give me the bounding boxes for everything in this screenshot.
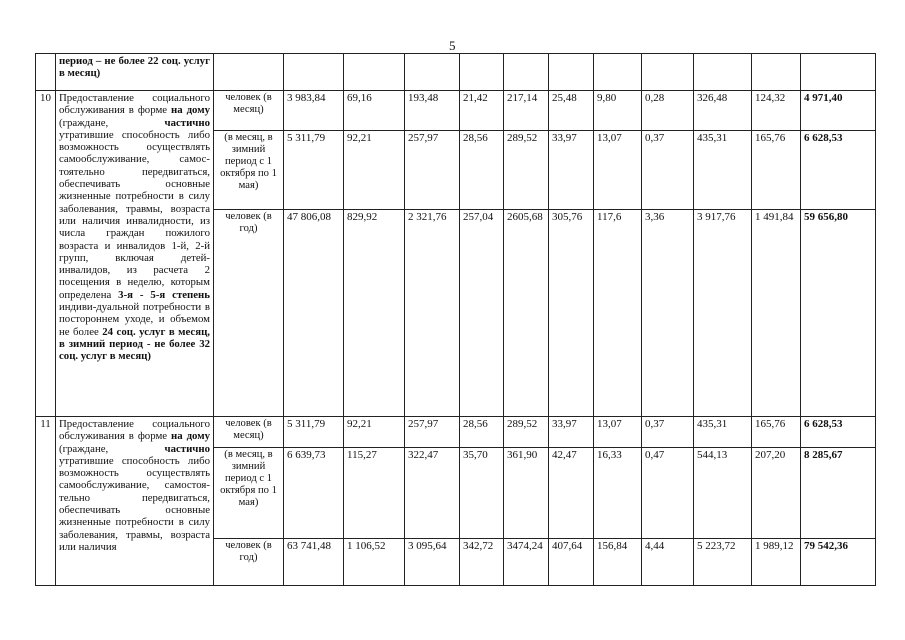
value-cell: 25,48 bbox=[549, 91, 594, 131]
index-cell bbox=[36, 54, 56, 91]
value-cell: 829,92 bbox=[344, 210, 405, 417]
value-cell: 9,80 bbox=[594, 91, 642, 131]
value-cell: 33,97 bbox=[549, 131, 594, 210]
table-row bbox=[36, 417, 876, 448]
value-cell: 0,47 bbox=[642, 448, 694, 539]
unit-cell: человек (в год) bbox=[214, 210, 284, 417]
value-cell: 6 639,73 bbox=[284, 448, 344, 539]
value-cell: 305,76 bbox=[549, 210, 594, 417]
value-cell: 117,6 bbox=[594, 210, 642, 417]
value-cell: 3,36 bbox=[642, 210, 694, 417]
value-cell: 289,52 bbox=[504, 131, 549, 210]
value-cell: 257,04 bbox=[460, 210, 504, 417]
page-number: 5 bbox=[449, 38, 456, 53]
value-cell: 28,56 bbox=[460, 131, 504, 210]
row-index: 10 bbox=[36, 91, 56, 417]
value-cell: 33,97 bbox=[549, 417, 594, 448]
total-cell: 6 628,53 bbox=[801, 131, 876, 210]
value-cell: 124,32 bbox=[752, 91, 801, 131]
value-cell: 361,90 bbox=[504, 448, 549, 539]
value-cell: 16,33 bbox=[594, 448, 642, 539]
value-cell: 193,48 bbox=[405, 91, 460, 131]
value-cell: 0,37 bbox=[642, 417, 694, 448]
value-cell: 1 491,84 bbox=[752, 210, 801, 417]
value-cell: 5 311,79 bbox=[284, 131, 344, 210]
total-cell: 4 971,40 bbox=[801, 91, 876, 131]
value-cell: 165,76 bbox=[752, 131, 801, 210]
continuation-row bbox=[36, 54, 876, 91]
value-cell: 13,07 bbox=[594, 417, 642, 448]
value-cell: 257,97 bbox=[405, 131, 460, 210]
value-cell: 5 311,79 bbox=[284, 417, 344, 448]
value-cell: 407,64 bbox=[549, 539, 594, 586]
value-cell: 156,84 bbox=[594, 539, 642, 586]
value-cell: 435,31 bbox=[694, 417, 752, 448]
table-row bbox=[36, 91, 876, 131]
tariff-table bbox=[35, 53, 876, 586]
unit-cell: человек (в месяц) bbox=[214, 417, 284, 448]
value-cell: 63 741,48 bbox=[284, 539, 344, 586]
value-cell: 3 095,64 bbox=[405, 539, 460, 586]
value-cell: 435,31 bbox=[694, 131, 752, 210]
unit-cell: (в месяц, в зимний период с 1 октября по 1 мая) bbox=[214, 131, 284, 210]
service-description: Предоставление социального обслуживания в форме на дому (граждане, частично утратившие способность либо возможность осуществлять самообслуживание, самос-тоятельно передвигаться, обеспечивать основные жизненные потребности в силу заболевания, травмы, возраста или наличия инвалидности, из числа граждан пожилого возраста и инвалидов 1-й, 2-й групп, включая детей-инвалидов, из расчета 2 посещения в неделю, которым определена 3-я - 5-я степень индиви-дуальной потребности в постороннем уходе, и объемом не более 24 соц. услуг в месяц, в зимний период - не более 32 соц. услуг в месяц) bbox=[56, 91, 214, 417]
unit-cell: (в месяц, в зимний период с 1 октября по 1 мая) bbox=[214, 448, 284, 539]
value-cell: 2605,68 bbox=[504, 210, 549, 417]
unit-cell: человек (в год) bbox=[214, 539, 284, 586]
service-description: Предоставление социального обслуживания в форме на дому (граждане, частично утратившие способность либо возможность осуществлять самообслуживание, самостоя-тельно передвигаться, обеспечивать основные жизненные потребности в силу заболевания, травмы, возраста или наличия bbox=[56, 417, 214, 586]
value-cell: 21,42 bbox=[460, 91, 504, 131]
total-cell: 8 285,67 bbox=[801, 448, 876, 539]
value-cell: 92,21 bbox=[344, 131, 405, 210]
value-cell: 3474,24 bbox=[504, 539, 549, 586]
value-cell: 28,56 bbox=[460, 417, 504, 448]
unit-cell: человек (в месяц) bbox=[214, 91, 284, 131]
value-cell: 3 917,76 bbox=[694, 210, 752, 417]
value-cell: 35,70 bbox=[460, 448, 504, 539]
service-description: период – не более 22 соц. услуг в месяц) bbox=[56, 54, 214, 91]
value-cell: 69,16 bbox=[344, 91, 405, 131]
value-cell: 3 983,84 bbox=[284, 91, 344, 131]
value-cell: 47 806,08 bbox=[284, 210, 344, 417]
value-cell: 13,07 bbox=[594, 131, 642, 210]
row-index: 11 bbox=[36, 417, 56, 586]
value-cell: 2 321,76 bbox=[405, 210, 460, 417]
value-cell: 0,28 bbox=[642, 91, 694, 131]
value-cell: 1 989,12 bbox=[752, 539, 801, 586]
total-cell: 6 628,53 bbox=[801, 417, 876, 448]
value-cell: 217,14 bbox=[504, 91, 549, 131]
total-cell: 59 656,80 bbox=[801, 210, 876, 417]
value-cell: 115,27 bbox=[344, 448, 405, 539]
value-cell: 257,97 bbox=[405, 417, 460, 448]
value-cell: 0,37 bbox=[642, 131, 694, 210]
value-cell: 1 106,52 bbox=[344, 539, 405, 586]
value-cell: 207,20 bbox=[752, 448, 801, 539]
value-cell: 165,76 bbox=[752, 417, 801, 448]
value-cell: 42,47 bbox=[549, 448, 594, 539]
value-cell: 342,72 bbox=[460, 539, 504, 586]
value-cell: 289,52 bbox=[504, 417, 549, 448]
value-cell: 322,47 bbox=[405, 448, 460, 539]
value-cell: 326,48 bbox=[694, 91, 752, 131]
value-cell: 544,13 bbox=[694, 448, 752, 539]
value-cell: 4,44 bbox=[642, 539, 694, 586]
value-cell: 5 223,72 bbox=[694, 539, 752, 586]
total-cell: 79 542,36 bbox=[801, 539, 876, 586]
value-cell: 92,21 bbox=[344, 417, 405, 448]
